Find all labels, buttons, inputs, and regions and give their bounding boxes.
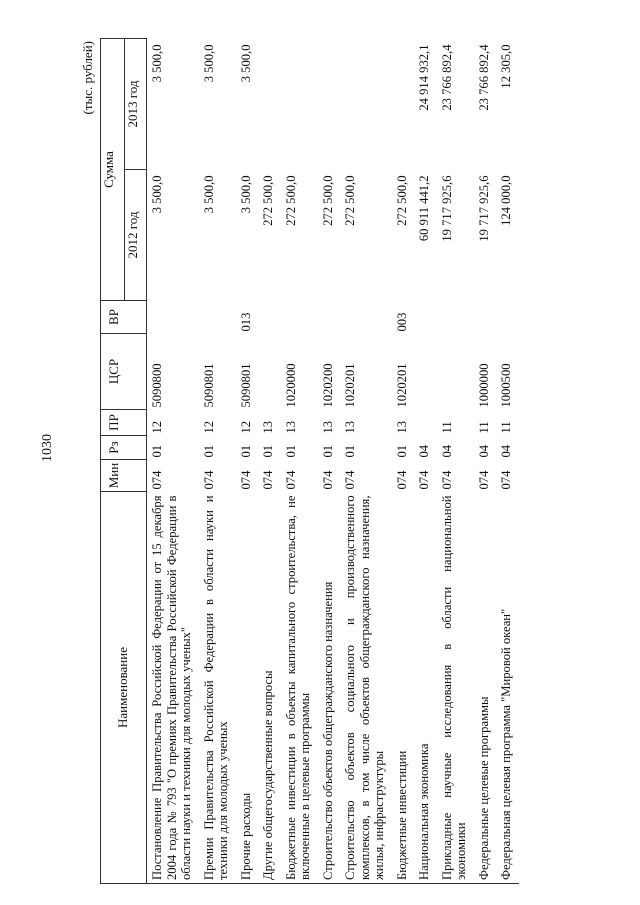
row-sum-2012: 124 000,0 bbox=[499, 175, 513, 226]
row-sum-2013: 3 500,0 bbox=[238, 44, 253, 83]
row-rz: 01 bbox=[343, 444, 357, 458]
row-sum-2012: 19 717 925,6 bbox=[476, 175, 491, 242]
row-rz: 01 bbox=[201, 444, 216, 458]
row-rz: 04 bbox=[476, 444, 491, 458]
row-min: 074 bbox=[439, 470, 454, 490]
row-min: 074 bbox=[283, 470, 298, 490]
table-row bbox=[474, 39, 497, 884]
row-csr: 1000500 bbox=[499, 363, 513, 408]
row-sum-2013 bbox=[258, 39, 281, 170]
budget-table bbox=[100, 38, 519, 884]
row-sum-2013 bbox=[392, 39, 415, 170]
row-rz: 01 bbox=[283, 444, 298, 458]
row-name: Строительство объектов социального и производственного комплексов, в том числе объектов общегражданского назначения, жилья, инфраструктуры bbox=[340, 492, 392, 884]
row-sum-2013 bbox=[318, 39, 341, 170]
row-sum-2012: 60 911 441,2 bbox=[417, 175, 431, 242]
row-rz: 01 bbox=[320, 444, 335, 458]
row-pr bbox=[414, 410, 437, 436]
header-vr: ВР bbox=[101, 301, 147, 334]
row-sum-2012: 272 500,0 bbox=[261, 175, 275, 226]
row-vr bbox=[281, 301, 318, 334]
row-min: 074 bbox=[394, 470, 409, 490]
table-row bbox=[281, 39, 318, 884]
row-rz: 01 bbox=[150, 444, 164, 458]
budget-table-rotated bbox=[80, 39, 588, 884]
row-sum-2012: 272 500,0 bbox=[394, 175, 409, 226]
row-sum-2012: 272 500,0 bbox=[320, 175, 335, 226]
row-sum-2013: 23 766 892,4 bbox=[439, 44, 454, 111]
table-row bbox=[414, 39, 437, 884]
page-number: 1030 bbox=[40, 434, 55, 462]
row-sum-2013: 24 914 932,1 bbox=[417, 44, 431, 111]
row-vr bbox=[258, 301, 281, 334]
row-min: 074 bbox=[238, 470, 253, 490]
table-row bbox=[199, 39, 236, 884]
row-min: 074 bbox=[261, 470, 275, 490]
table-row bbox=[147, 39, 199, 884]
row-sum-2013 bbox=[340, 39, 392, 170]
row-rz: 04 bbox=[417, 444, 431, 458]
row-csr bbox=[437, 334, 474, 410]
row-name: Постановление Правительства Российской Федерации от 15 декабря 2004 года № 793 "О премиях Правительства Российской Федерации в области науки и техники для молодых ученых" bbox=[147, 492, 199, 884]
row-pr: 13 bbox=[261, 420, 275, 434]
row-sum-2012: 3 500,0 bbox=[238, 175, 253, 214]
row-csr: 1020201 bbox=[394, 363, 409, 408]
row-name: Прочие расходы bbox=[236, 492, 259, 884]
row-sum-2012: 272 500,0 bbox=[343, 175, 357, 226]
table-row bbox=[496, 39, 519, 884]
row-min: 074 bbox=[201, 470, 216, 490]
row-pr: 11 bbox=[499, 421, 513, 434]
table-row bbox=[340, 39, 392, 884]
row-sum-2012: 272 500,0 bbox=[283, 175, 298, 226]
row-csr: 5090801 bbox=[201, 363, 216, 408]
row-csr: 1000000 bbox=[476, 363, 491, 408]
table-row bbox=[318, 39, 341, 884]
row-rz: 01 bbox=[238, 444, 253, 458]
row-name: Национальная экономика bbox=[414, 492, 437, 884]
unit-label: (тыс. рублей) bbox=[80, 41, 95, 115]
header-2013: 2013 год bbox=[125, 39, 147, 170]
row-name: Федеральные целевые программы bbox=[474, 492, 497, 884]
row-vr bbox=[318, 301, 341, 334]
row-pr: 13 bbox=[343, 420, 357, 434]
header-rz: Рз bbox=[101, 436, 147, 460]
row-pr: 13 bbox=[394, 420, 409, 434]
row-sum-2013: 3 500,0 bbox=[201, 44, 216, 83]
row-rz: 04 bbox=[439, 444, 454, 458]
header-min: Мин bbox=[101, 460, 147, 492]
row-sum-2013 bbox=[281, 39, 318, 170]
row-pr: 12 bbox=[150, 420, 164, 434]
row-vr bbox=[414, 301, 437, 334]
table-row bbox=[236, 39, 259, 884]
row-name: Другие общегосударственные вопросы bbox=[258, 492, 281, 884]
row-pr: 13 bbox=[320, 420, 335, 434]
header-name: Наименование bbox=[101, 492, 147, 884]
row-name: Бюджетные инвестиции bbox=[392, 492, 415, 884]
table-row bbox=[392, 39, 415, 884]
row-sum-2013: 12 305,0 bbox=[499, 44, 513, 89]
row-sum-2013: 23 766 892,4 bbox=[476, 44, 491, 111]
row-name: Федеральная целевая программа "Мировой океан" bbox=[496, 492, 519, 884]
header-csr: ЦСР bbox=[101, 334, 147, 410]
row-vr bbox=[496, 301, 519, 334]
row-csr: 5090801 bbox=[238, 363, 253, 408]
row-rz: 04 bbox=[499, 444, 513, 458]
row-sum-2012: 19 717 925,6 bbox=[439, 175, 454, 242]
table-row bbox=[437, 39, 474, 884]
header-2012: 2012 год bbox=[125, 170, 147, 301]
row-min: 074 bbox=[150, 470, 164, 490]
row-vr bbox=[199, 301, 236, 334]
row-vr: 003 bbox=[394, 312, 409, 332]
row-sum-2012: 3 500,0 bbox=[201, 175, 216, 214]
header-sum: Сумма bbox=[101, 39, 125, 301]
row-vr bbox=[147, 301, 199, 334]
table-header bbox=[101, 39, 147, 884]
row-vr: 013 bbox=[238, 312, 253, 332]
row-min: 074 bbox=[476, 470, 491, 490]
row-name: Бюджетные инвестиции в объекты капитального строительства, не включенные в целевые программы bbox=[281, 492, 318, 884]
row-csr: 1020200 bbox=[320, 363, 335, 408]
row-vr bbox=[474, 301, 497, 334]
row-rz: 01 bbox=[394, 444, 409, 458]
table-body bbox=[147, 39, 519, 884]
row-pr: 12 bbox=[201, 420, 216, 434]
row-csr bbox=[258, 334, 281, 410]
header-pr: ПР bbox=[101, 410, 147, 436]
row-min: 074 bbox=[417, 470, 431, 490]
row-sum-2013: 3 500,0 bbox=[150, 44, 164, 83]
row-csr: 1020201 bbox=[343, 363, 357, 408]
row-pr: 11 bbox=[476, 421, 491, 434]
row-vr bbox=[437, 301, 474, 334]
row-sum-2012: 3 500,0 bbox=[150, 175, 164, 214]
row-pr: 12 bbox=[238, 420, 253, 434]
row-min: 074 bbox=[343, 470, 357, 490]
row-pr: 13 bbox=[283, 420, 298, 434]
row-csr: 1020000 bbox=[283, 363, 298, 408]
row-name: Премии Правительства Российской Федерации в области науки и техники для молодых ученых bbox=[199, 492, 236, 884]
row-csr: 5090800 bbox=[150, 363, 164, 408]
row-min: 074 bbox=[499, 470, 513, 490]
table-row bbox=[258, 39, 281, 884]
row-rz: 01 bbox=[261, 444, 275, 458]
row-name: Строительство объектов общегражданского назначения bbox=[318, 492, 341, 884]
row-name: Прикладные научные исследования в области национальной экономики bbox=[437, 492, 474, 884]
row-vr bbox=[340, 301, 392, 334]
row-pr: 11 bbox=[439, 421, 454, 434]
row-min: 074 bbox=[320, 470, 335, 490]
row-csr bbox=[414, 334, 437, 410]
